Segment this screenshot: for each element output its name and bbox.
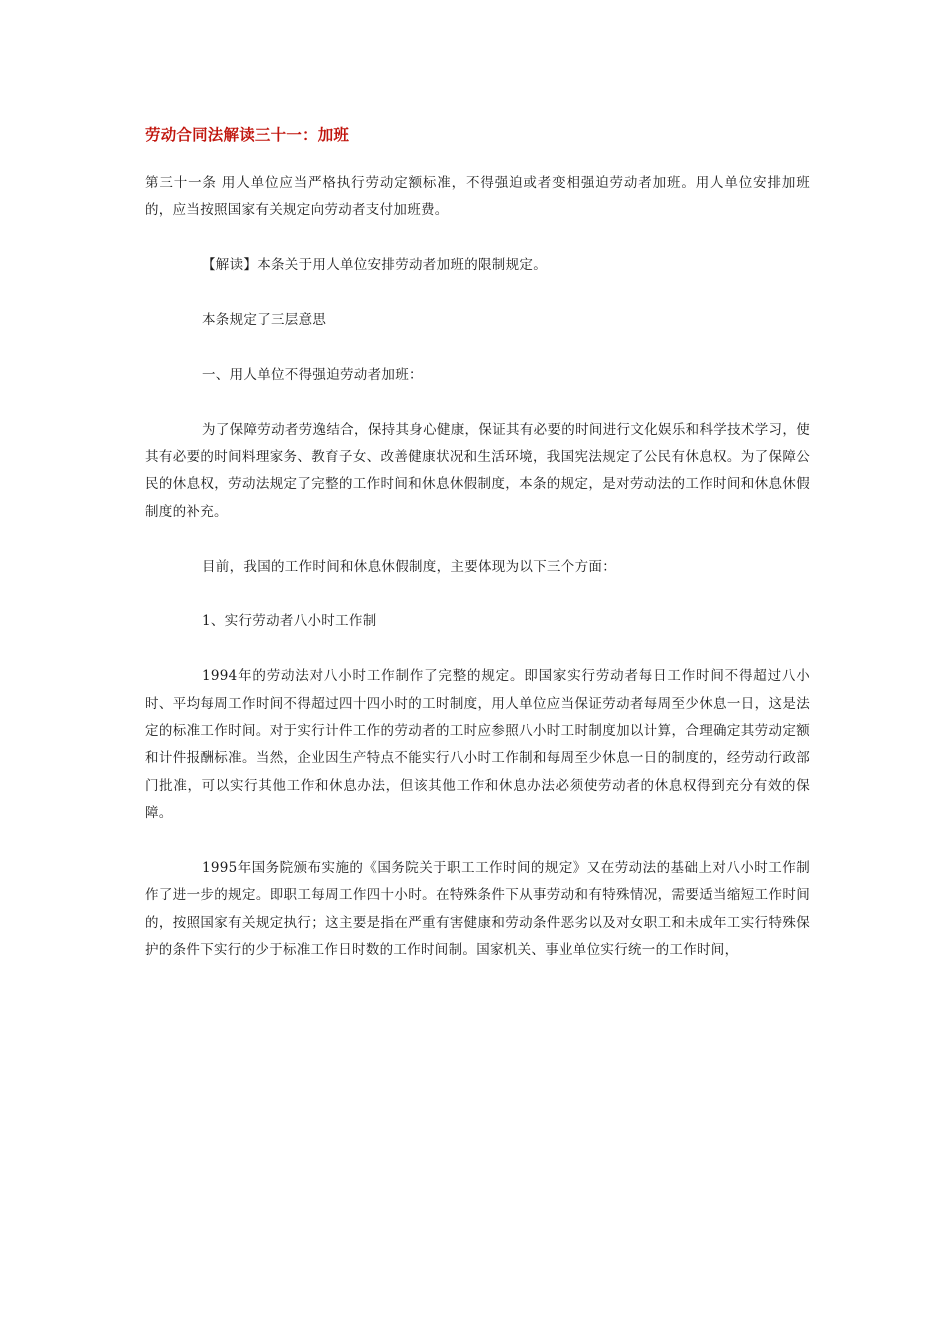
paragraph-article-31: 第三十一条 用人单位应当严格执行劳动定额标准，不得强迫或者变相强迫劳动者加班。用人单位安排加班的，应当按照国家有关规定向劳动者支付加班费。 bbox=[145, 175, 810, 219]
paragraph-1994-labor-law: 1994年的劳动法对八小时工作制作了完整的规定。即国家实行劳动者每日工作时间不得超过八小时、平均每周工作时间不得超过四十四小时的工时制度，用人单位应当保证劳动者每周至少休息一日，这是法定的标准工作时间。对于实行计件工作的劳动者的工时应参照八小时工时制度加以计算，合理确定其劳动定额和计件报酬标准。当然，企业因生产特点不能实行八小时工作制和每周至少休息一日的制度的，经劳动行政部门批准，可以实行其他工作和休息办法，但该其他工作和休息办法必须使劳动者的休息权得到充分有效的保障。 bbox=[145, 668, 810, 822]
paragraph-rest-right: 为了保障劳动者劳逸结合，保持其身心健康，保证其有必要的时间进行文化娱乐和科学技术学习，使其有必要的时间料理家务、教育子女、改善健康状况和生活环境，我国宪法规定了公民有休息权。为了保障公民的休息权，劳动法规定了完整的工作时间和休息休假制度，本条的规定，是对劳动法的工作时间和休息休假制度的补充。 bbox=[145, 421, 810, 520]
paragraph-three-meanings: 本条规定了三层意思 bbox=[202, 312, 327, 328]
paragraph-three-aspects: 目前，我国的工作时间和休息休假制度，主要体现为以下三个方面： bbox=[202, 558, 616, 575]
paragraph-eight-hour-heading: 1、实行劳动者八小时工作制 bbox=[202, 613, 377, 630]
document-page bbox=[145, 120, 810, 992]
paragraph-1995-state-council: 1995年国务院颁布实施的《国务院关于职工工作时间的规定》又在劳动法的基础上对八小时工作制作了进一步的规定。即职工每周工作四十小时。在特殊条件下从事劳动和有特殊情况，需要适当缩短工作时间的，按照国家有关规定执行；这主要是指在严重有害健康和劳动条件恶劣以及对女职工和未成年工实行特殊保护的条件下实行的少于标准工作日时数的工作时间制。国家机关、事业单位实行统一的工作时间， bbox=[145, 860, 810, 959]
paragraph-point-one-heading: 一、用人单位不得强迫劳动者加班： bbox=[202, 366, 423, 383]
document-title: 劳动合同法解读三十一：加班 bbox=[145, 126, 350, 144]
paragraph-interpretation: 【解读】本条关于用人单位安排劳动者加班的限制规定。 bbox=[202, 257, 547, 274]
